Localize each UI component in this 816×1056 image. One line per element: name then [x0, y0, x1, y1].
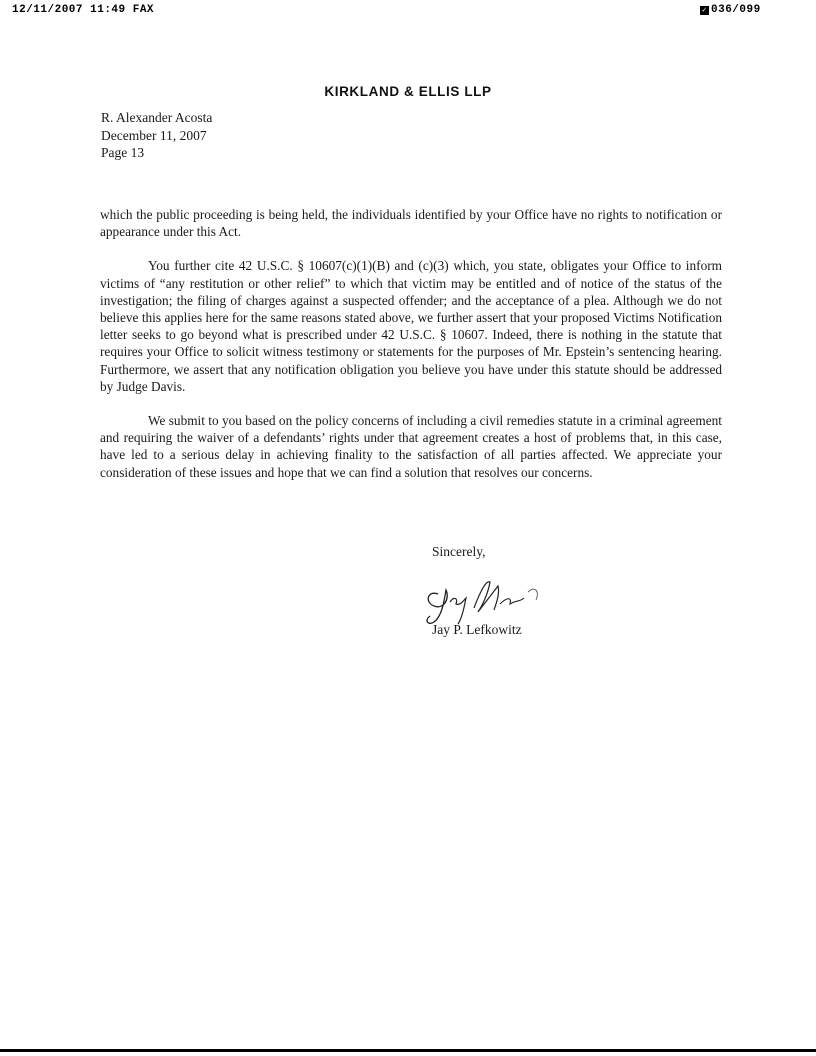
- page-number: Page 13: [101, 145, 145, 160]
- fax-page-counter-group: [700, 4, 761, 16]
- valediction: Sincerely,: [432, 544, 486, 559]
- signer-name: Jay P. Lefkowitz: [432, 622, 522, 637]
- letter-body: [100, 206, 722, 498]
- fax-datetime: 12/11/2007 11:49 FAX: [12, 4, 155, 16]
- paragraph-conclusion: We submit to you based on the policy concerns of including a civil remedies statute in a criminal agreement and requiring the waiver of a defendants’ rights under that agreement creates a host of problems that, in this case, have led to a serious delay in achieving finality to the satisfaction of all parties affected. We appreciate your consideration of these issues and hope that we can find a solution that resolves our concerns.: [100, 413, 722, 480]
- paragraph-continuation: which the public proceeding is being held, the individuals identified by your Office have no rights to notification or appearance under this Act.: [100, 207, 722, 240]
- fax-header: [12, 4, 804, 18]
- letter-date: December 11, 2007: [101, 127, 207, 143]
- letterhead-firm-name: KIRKLAND & ELLIS LLP: [324, 84, 492, 99]
- address-block: [101, 109, 212, 162]
- paragraph-statute: You further cite 42 U.S.C. § 10607(c)(1)(B) and (c)(3) which, you state, obligates your Office to inform victims of “any restitution or other relief” to which that victim may be entitled and of notice of the status of the investigation; the filing of charges against a suspected offender; and the acceptance of a plea. Although we do not believe this applies here for the same reasons stated above, we further assert that your proposed Victims Notification letter seeks to go beyond what is prescribed under 42 U.S.C. § 10607. Indeed, there is nothing in the statute that requires your Office to solicit witness testimony or statements for the purposes of Mr. Epstein’s sentencing hearing. Furthermore, we assert that any notification obligation you believe you have under this statute should be addressed by Judge Davis.: [100, 258, 722, 394]
- bottom-divider: [0, 1049, 816, 1052]
- fax-page-icon: ✓: [701, 5, 708, 15]
- recipient-name: R. Alexander Acosta: [101, 110, 213, 125]
- fax-page-counter: 036/099: [711, 4, 761, 16]
